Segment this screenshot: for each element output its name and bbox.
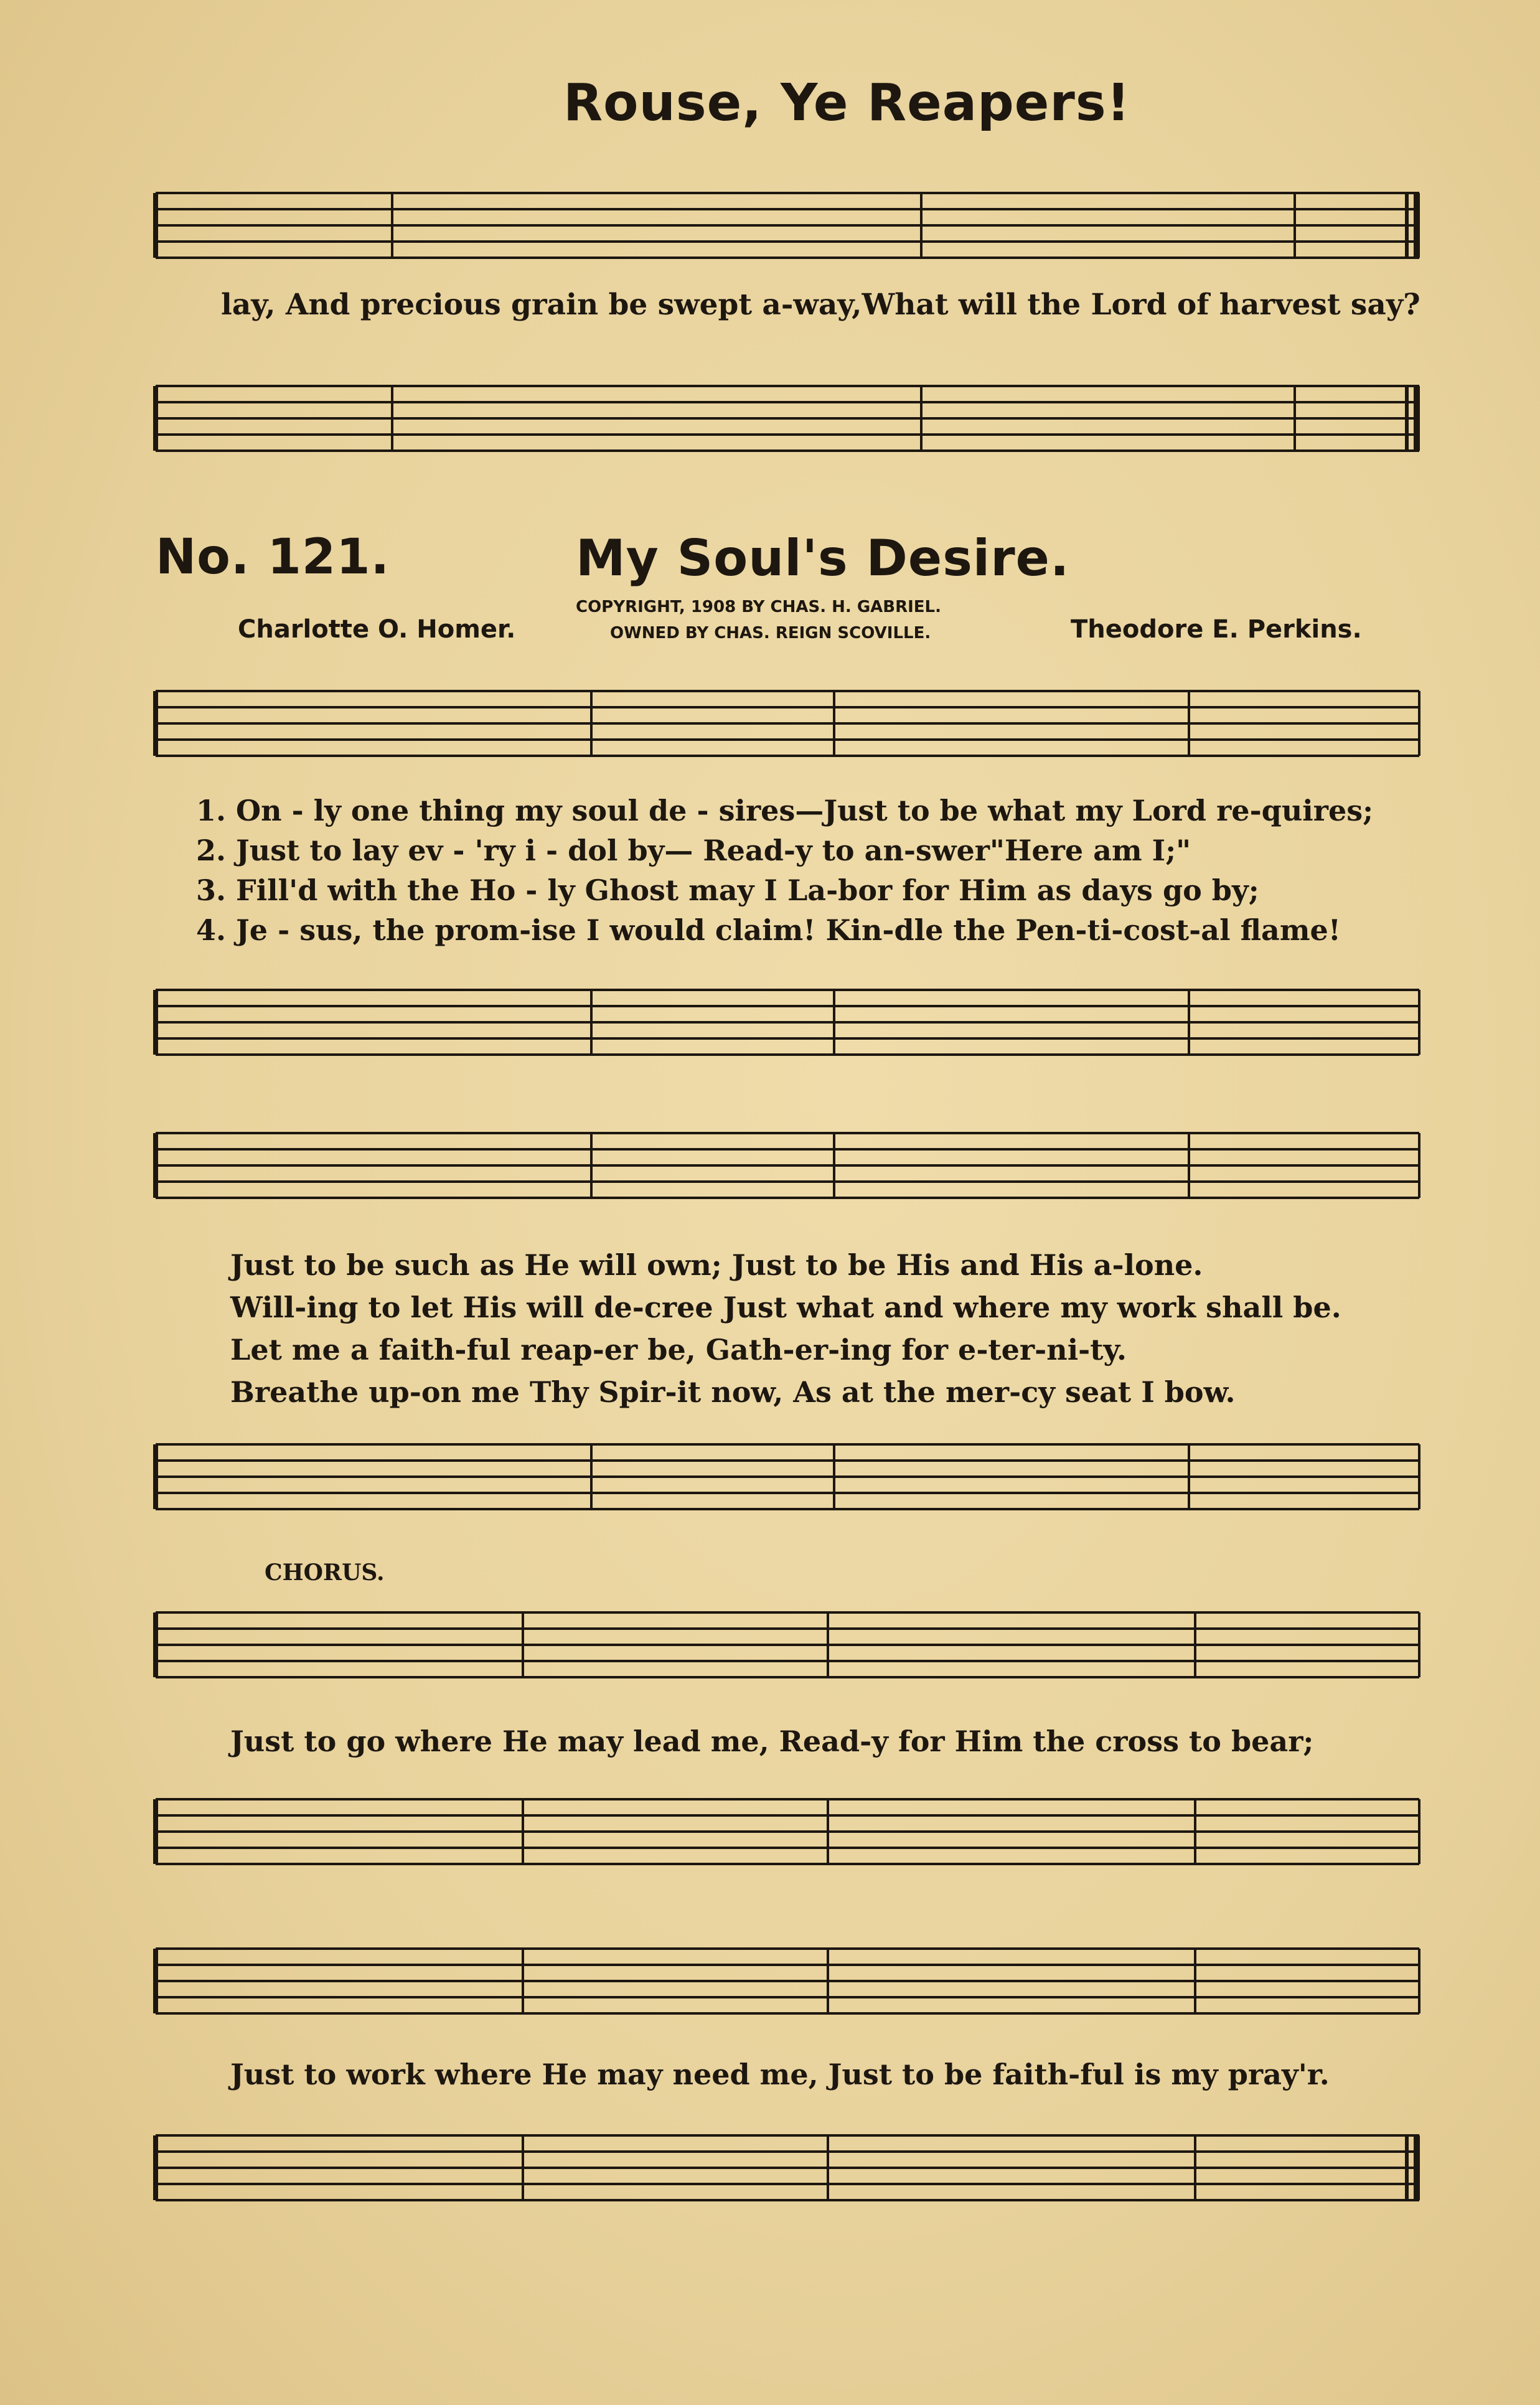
- stanza1-line1: 1. On - ly one thing my soul de - sires—Just to be what my Lord re-quires;: [196, 794, 1374, 827]
- chorus-line2: Just to work where He may need me, Just to be faith-ful is my pray'r.: [230, 2058, 1330, 2091]
- stanza1-line2: Just to be such as He will own; Just to be His and His a-lone.: [230, 1248, 1203, 1282]
- stanza4-line1: 4. Je - sus, the prom-ise I would claim! Kin-dle the Pen-ti-cost-al flame!: [196, 913, 1341, 947]
- system3-treble-staff: [149, 1581, 1432, 1706]
- copyright-line: COPYRIGHT, 1908 BY CHAS. H. GABRIEL.: [576, 598, 941, 616]
- stanza2-line1: 2. Just to lay ev - 'ry i - dol by— Read-y to an-swer"Here am I;": [196, 834, 1191, 867]
- composer-credit: Theodore E. Perkins.: [1071, 615, 1362, 644]
- stanza3-line2: Let me a faith-ful reap-er be, Gath-er-ing for e-ter-ni-ty.: [230, 1333, 1127, 1367]
- previous-treble-staff: [149, 168, 1432, 280]
- hymn-number: No. 121.: [156, 529, 390, 585]
- system4-bass-staff: [149, 2104, 1432, 2229]
- system1-treble-staff: [149, 660, 1432, 784]
- hymn-title: My Soul's Desire.: [576, 529, 1070, 587]
- system4-treble-staff: [149, 1918, 1432, 2042]
- previous-hymn-lyric: lay, And precious grain be swept a-way,What will the Lord of harvest say?: [221, 288, 1420, 322]
- lyricist-credit: Charlotte O. Homer.: [238, 615, 516, 644]
- system2-bass-staff: [149, 1419, 1432, 1544]
- system3-bass-staff: [149, 1768, 1432, 1893]
- stanza2-line2: Will-ing to let His will de-cree Just what and where my work shall be.: [230, 1291, 1341, 1324]
- stanza-block-a: [196, 794, 1429, 956]
- stanza4-line2: Breathe up-on me Thy Spir-it now, As at the mer-cy seat I bow.: [230, 1375, 1236, 1409]
- previous-bass-staff: [149, 361, 1432, 486]
- system1-bass-staff: [149, 959, 1432, 1083]
- chorus-line1: Just to go where He may lead me, Read-y for Him the cross to bear;: [230, 1725, 1314, 1758]
- stanza-block-b: [230, 1248, 1432, 1410]
- system2-treble-staff: [149, 1108, 1432, 1233]
- chorus-label: CHORUS.: [265, 1560, 385, 1586]
- previous-hymn-title: Rouse, Ye Reapers!: [563, 73, 1131, 133]
- owner-line: OWNED BY CHAS. REIGN SCOVILLE.: [610, 624, 931, 642]
- stanza3-line1: 3. Fill'd with the Ho - ly Ghost may I La-bor for Him as days go by;: [196, 873, 1259, 907]
